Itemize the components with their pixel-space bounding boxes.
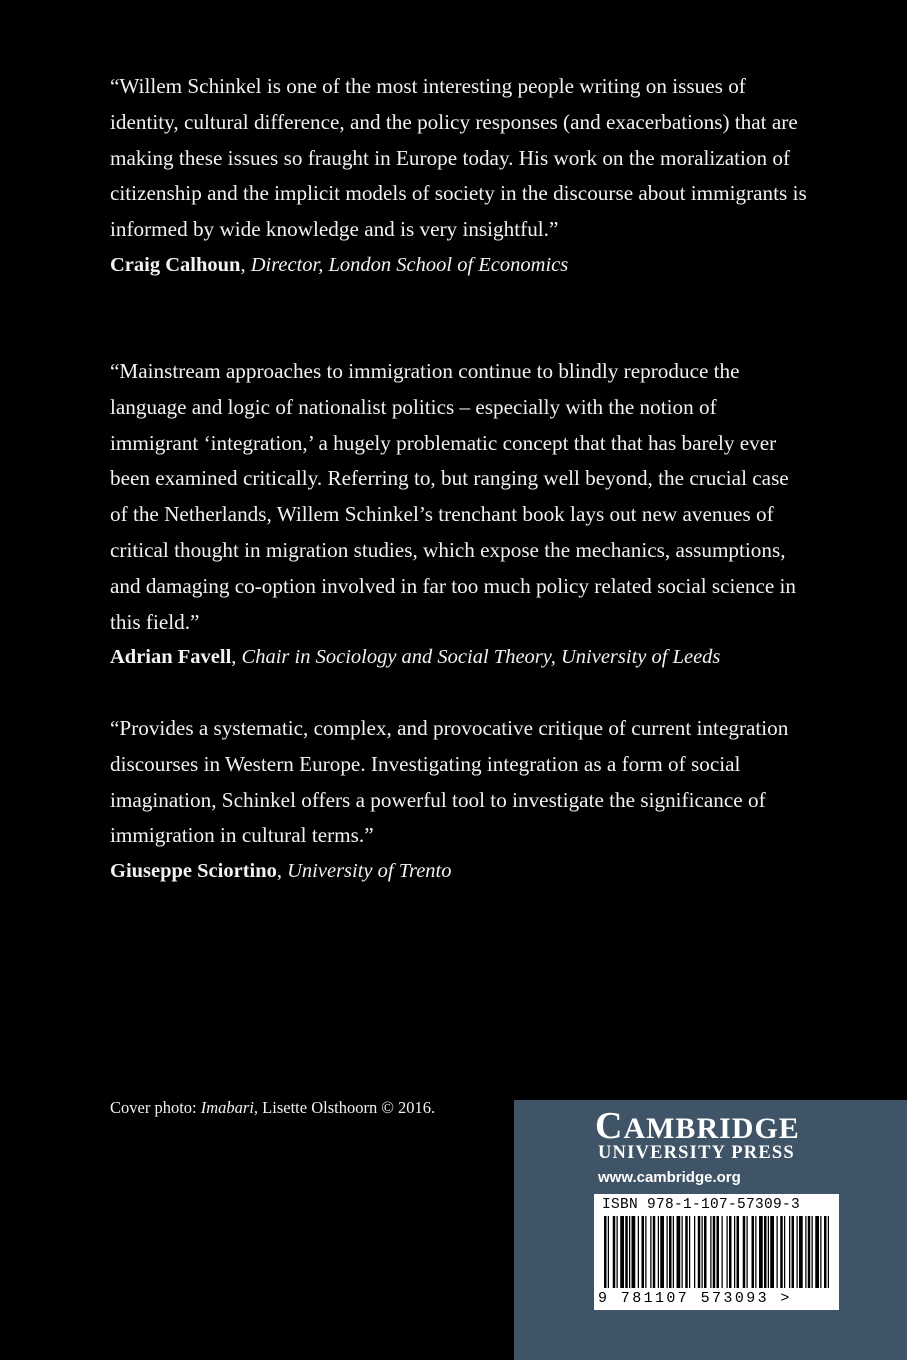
barcode-bar [704, 1216, 707, 1288]
barcode-bar [645, 1216, 646, 1288]
publisher-panel [514, 1100, 907, 1360]
barcode-bar [824, 1216, 827, 1288]
barcode-bar [820, 1216, 821, 1288]
barcode-bar [752, 1216, 755, 1288]
barcode-bars [594, 1216, 839, 1291]
barcode-bar [737, 1216, 740, 1288]
credit-suffix: , Lisette Olsthoorn © 2016. [253, 1098, 436, 1117]
barcode-bar [608, 1216, 609, 1288]
barcode-bar [747, 1216, 748, 1288]
barcode-bar [625, 1216, 628, 1288]
quote-affiliation: Chair in Sociology and Social Theory, University of Leeds [241, 646, 721, 669]
barcode-bar [702, 1216, 703, 1288]
barcode-bar [682, 1216, 683, 1288]
barcode-bar [685, 1216, 688, 1288]
barcode-bar [780, 1216, 783, 1288]
credit-title: Imabari [200, 1098, 254, 1117]
publisher-logo: CAMBRIDGE [595, 1105, 800, 1147]
barcode-bar [734, 1216, 735, 1288]
barcode-bar [632, 1216, 636, 1288]
barcode-bar [710, 1216, 711, 1288]
quote-3 [110, 711, 810, 890]
quote-1 [110, 69, 810, 284]
barcode-bar [777, 1216, 778, 1288]
barcode-bar [722, 1216, 723, 1288]
quote-affiliation: Director, London School of Economics [250, 253, 569, 276]
barcode-bar [759, 1216, 763, 1288]
barcode-bar [784, 1216, 785, 1288]
quote-affiliation: University of Trento [287, 860, 452, 883]
barcode-bar [815, 1216, 819, 1288]
barcode-bar [797, 1216, 798, 1288]
barcode-bar [669, 1216, 672, 1288]
barcode-bar [764, 1216, 767, 1288]
cover-photo-credit [110, 1098, 435, 1118]
barcode-bar [713, 1216, 716, 1288]
barcode-bar [808, 1216, 811, 1288]
quote-text: “Mainstream approaches to immigration continue to blindly reproduce the language and logic of nationalist politics – especially with the notion of immigrant ‘integration,’ a hugely problematic concept that that has barely ever been examined critically. Referring to, but ranging well beyond, the crucial case of the Netherlands, Willem Schinkel’s trenchant book lays out new avenues of critical thought in migration studies, which expose the mechanics, assumptions, and damaging co-option involved in far too much policy related social science in this field.” [110, 359, 797, 634]
barcode-bar [638, 1216, 639, 1288]
barcode-bar [667, 1216, 668, 1288]
barcode-bar [698, 1216, 701, 1288]
isbn-number: ISBN 978-1-107-57309-3 [602, 1197, 801, 1213]
barcode-bar [770, 1216, 774, 1288]
quote-attribution: Craig Calhoun, Director, London School of Economics [110, 253, 569, 276]
quote-author: Adrian Favell [110, 646, 232, 669]
barcode-bar [660, 1216, 664, 1288]
quote-text: “Provides a systematic, complex, and provocative critique of current integration discourses in Western Europe. Investigating integration as a form of social imagination, Schinkel offers a powerful tool to investigate the significance of immigration in cultural terms.” [110, 716, 789, 848]
quote-text: “Willem Schinkel is one of the most interesting people writing on issues of identity, cultural difference, and the policy responses (and exacerbations) that are making these issues so fraught in Europe today. His work on the moralization of citizenship and the implicit models of society in the discourse about immigrants is informed by wide knowledge and is very insightful.” [110, 74, 807, 242]
barcode-bar [789, 1216, 790, 1288]
publisher-subtitle: UNIVERSITY PRESS [598, 1143, 795, 1163]
barcode-bar [604, 1216, 607, 1288]
barcode-bar [642, 1216, 645, 1288]
isbn-barcode [594, 1194, 839, 1310]
barcode-bar [653, 1216, 656, 1288]
barcode-bar [650, 1216, 651, 1288]
barcode-bar [743, 1216, 746, 1288]
quote-author: Craig Calhoun [110, 253, 241, 276]
barcode-bar [828, 1216, 829, 1288]
barcode-bar [658, 1216, 659, 1288]
barcode-bar [620, 1216, 624, 1288]
barcode-bar [617, 1216, 618, 1288]
barcode-bar [805, 1216, 806, 1288]
barcode-bar [629, 1216, 630, 1288]
ean-digits: 9 781107 573093 > [598, 1290, 792, 1307]
barcode-bar [727, 1216, 728, 1288]
barcode-bar [755, 1216, 756, 1288]
barcode-bar [812, 1216, 813, 1288]
barcode-bar [768, 1216, 769, 1288]
barcode-bar [677, 1216, 681, 1288]
publisher-website: www.cambridge.org [598, 1169, 741, 1186]
quote-attribution: Adrian Favell, Chair in Sociology and Social Theory, University of Leeds [110, 646, 721, 669]
quote-2 [110, 354, 810, 676]
barcode-bar [694, 1216, 695, 1288]
barcode-bar [792, 1216, 795, 1288]
quote-author: Giuseppe Sciortino [110, 860, 277, 883]
barcode-bar [673, 1216, 674, 1288]
barcode-bar [717, 1216, 720, 1288]
barcode-bar [799, 1216, 803, 1288]
barcode-bar [729, 1216, 732, 1288]
barcode-bar [689, 1216, 690, 1288]
barcode-bar [613, 1216, 616, 1288]
quote-attribution: Giuseppe Sciortino, University of Trento [110, 860, 452, 883]
credit-prefix: Cover photo: [110, 1098, 201, 1117]
